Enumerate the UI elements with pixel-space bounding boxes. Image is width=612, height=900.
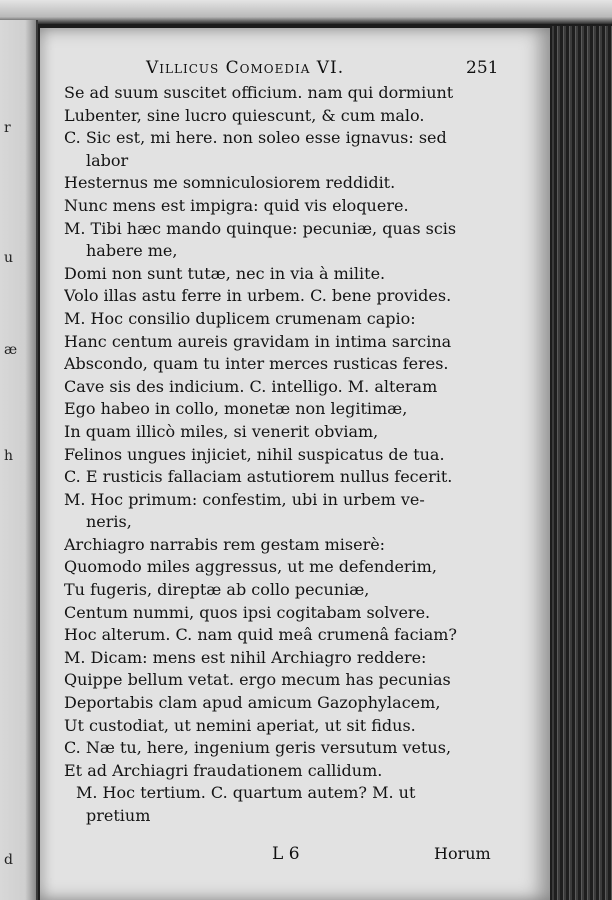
text-line: Felinos ungues injiciet, nihil suspicatus de tua. (64, 444, 445, 464)
text-line: Deportabis clam apud amicum Gazophylacem, (64, 693, 441, 713)
text-line: Ut custodiat, ut nemini aperiat, ut sit fidus. (64, 715, 416, 735)
text-line: M. Hoc tertium. C. quartum autem? M. ut (76, 783, 416, 803)
text-line: M. Tibi hæc mando quinque: pecuniæ, quas scis (64, 218, 457, 238)
top-page-edge (0, 0, 612, 24)
text-line: Nunc mens est impigra: quid vis eloquere. (64, 195, 409, 215)
text-line: Cave sis des indicium. C. intelligo. M. alteram (64, 376, 438, 396)
text-line: M. Hoc consilio duplicem crumenam capio: (64, 308, 416, 328)
page-number: 251 (466, 58, 499, 78)
text-line: pretium (86, 806, 151, 825)
text-line: In quam illicò miles, si venerit obviam, (64, 421, 379, 441)
text-line: Tu fugeris, direptæ ab collo pecuniæ, (64, 580, 370, 600)
text-line: Ego habeo in collo, monetæ non legitimæ, (64, 399, 408, 419)
left-page-mark: r (4, 120, 11, 136)
signature-mark: L 6 (272, 844, 300, 864)
catchword: Horum (434, 844, 491, 863)
text-line: M. Hoc primum: confestim, ubi in urbem ve- (64, 489, 425, 509)
running-head: Villicus Comoedia VI. (146, 58, 345, 78)
text-line: Hoc alterum. C. nam quid meâ crumenâ faciam? (64, 625, 457, 645)
text-line: Quippe bellum vetat. ergo mecum has pecunias (64, 670, 451, 690)
text-line: Quomodo miles aggressus, ut me defenderim, (64, 557, 437, 577)
left-page-mark: h (4, 448, 14, 464)
text-line: Se ad suum suscitet officium. nam qui dormiunt (64, 83, 454, 102)
text-line: Et ad Archiagri fraudationem callidum. (64, 760, 383, 780)
text-line: C. Sic est, mi here. non soleo esse ignavus: sed (64, 128, 447, 148)
text-line: Archiagro narrabis rem gestam miserè: (64, 534, 386, 554)
text-line: C. E rusticis fallaciam astutiorem nullus fecerit. (64, 467, 453, 487)
text-line: C. Næ tu, here, ingenium geris versutum vetus, (64, 738, 452, 758)
text-line: Hesternus me somniculosiorem reddidit. (64, 173, 396, 193)
book-page (40, 28, 550, 900)
left-page-mark: u (4, 250, 14, 266)
stacked-page-edges (552, 26, 612, 900)
text-line: Abscondo, quam tu inter merces rusticas feres. (64, 354, 449, 374)
text-line: Volo illas astu ferre in urbem. C. bene provides. (64, 286, 452, 306)
text-line: habere me, (86, 241, 178, 261)
text-block (64, 82, 534, 828)
text-line: M. Dicam: mens est nihil Archiagro reddere: (64, 647, 427, 667)
left-page-mark: d (4, 852, 13, 868)
text-line: labor (86, 150, 129, 170)
text-line: Centum nummi, quos ipsi cogitabam solvere. (64, 602, 431, 622)
left-page-fragment (0, 20, 38, 900)
text-line: neris, (86, 512, 132, 532)
left-page-mark: æ (4, 342, 18, 358)
text-line: Domi non sunt tutæ, nec in via à milite. (64, 263, 386, 283)
text-line: Lubenter, sine lucro quiescunt, & cum malo. (64, 105, 425, 125)
text-line: Hanc centum aureis gravidam in intima sarcina (64, 331, 452, 351)
